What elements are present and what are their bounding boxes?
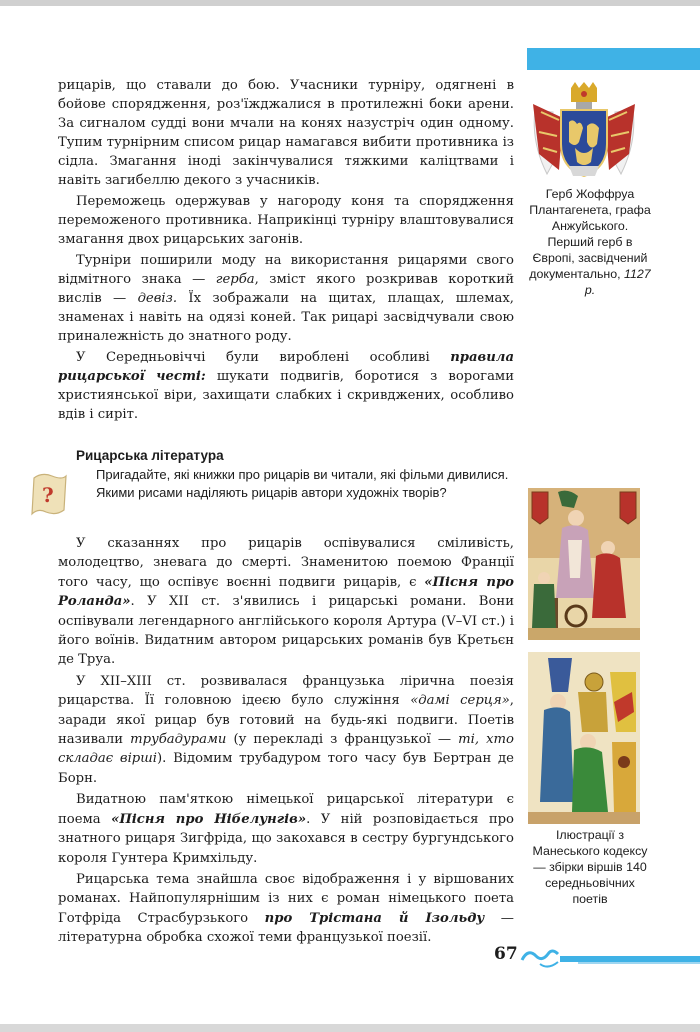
wave-ornament-icon [518,944,700,970]
term-nibelungenlied: «Пісня про Нібелунгів» [111,811,307,827]
top-border [0,0,700,6]
paragraph: У Середньовіччі були вироблені особливі правила рицарської честі: шукати подвигів, боротися з ворогами християнської віри, захищати слабких і скривджених, особливо вдів і сиріт. [58,350,514,422]
paragraph: У XII–XIII ст. розвивалася французька лірична поезія рицарства. Її головною ідеєю було служіння «дамі серця», заради якої рицар був готовий на будь-які подвиги. Поетів називали трубадурами (у перекладі з французької — ті, хто складає вірші). Відомим трубадуром того часу був Бертран де Борн. [58,673,514,786]
term-tristan-isolde: про Трістана й Ізольду [264,910,485,926]
bottom-border [0,1024,700,1032]
term-gerb: герба [215,272,255,287]
paragraph: Рицарська тема знайшла своє відображення і у віршованих романах. Найпопулярнішим із них є роман німецького поета Готфріда Страсбурзького про Трістана й Ізольду — літературна обробка схожої теми французької поезії. [58,871,514,946]
paragraph: Видатною пам'яткою німецької рицарської літератури є поема «Пісня про Нібелунгів». У ній розповідається про знатного рицаря Зигфріда, що закохався в сестру бургундського короля Гунтера Кримхільду. [58,792,514,866]
main-text-top [58,76,514,424]
term-lady-of-heart: «дамі серця» [410,693,510,709]
paragraph: Турніри поширили моду на використання рицарями свого відмітного знака — герба, зміст якого розкривав короткий вислів — девіз. Їх зображали на щитах, плащах, шлемах, знаменах і навіть на одязі коней. Так рицарі засвідчували свою приналежність до знатного роду. [58,253,514,344]
manesse-caption: Ілюстрації з Манеського кодексу — збірки віршів 140 середньовічних поетів [532,828,648,906]
chapter-tab-stripe [527,48,700,70]
manesse-miniature-2 [528,652,640,824]
term-troubadours: трубадурами [130,732,227,748]
page-number: 67 [494,944,518,964]
coat-of-arms-caption-year: 1127 р. [584,267,651,297]
coat-of-arms-illustration [529,82,639,182]
section-heading: Рицарська література [76,448,224,463]
manesse-miniature-1 [528,488,640,640]
term-translation: ті, хто складає вірші [58,732,514,767]
term-song-of-roland: «Пісня про Роланда» [58,574,514,610]
paragraph: Переможець одержував у нагороду коня та спорядження переможеного противника. Наприкінці турніру влаштовувалися змагання двох рицарських загонів. [58,194,514,247]
term-deviz: девіз. [137,291,178,306]
paragraph: рицарів, що ставали до бою. Учасники турніру, одягнені в бойове спорядження, роз'їжджалися в протилежні боки арени. За сигналом судді вони мчали на конях назустріч один одному. Тупим турнірним списом рицар намагався вибити противника із сідла. Змагання іноді закінчувалися тяжкими каліцтвами і навіть загибеллю декого з учасників. [58,78,514,188]
coat-of-arms-caption-main: Герб Жоффруа Плантагенета, графа Анжуйського. Перший герб в Європі, засвідчений документально, [529,187,651,281]
paragraph: У сказаннях про рицарів оспівувалися сміливість, молодецтво, зневага до смерті. Знаменитою поемою Франції того часу, що оспівує воєнні подвиги рицарів, є «Пісня про Роланда». У XII ст. з'явились і рицарські романи. Вони оспівували легендарного англійського короля Артура (V–VI ст.) і його воїнів. Видатним автором рицарських романів був Кретьєн де Труа. [58,536,514,668]
coat-of-arms-caption [528,186,652,298]
term-knight-honor-rules: правила рицарської честі: [58,350,514,384]
svg-text:?: ? [42,483,54,507]
main-text-bottom [58,534,514,948]
question-mark-scroll-icon [28,470,70,518]
recall-question: Пригадайте, які книжки про рицарів ви читали, які фільми дивилися. Якими рисами наділяють рицарів автори художніх творів? [96,467,509,500]
